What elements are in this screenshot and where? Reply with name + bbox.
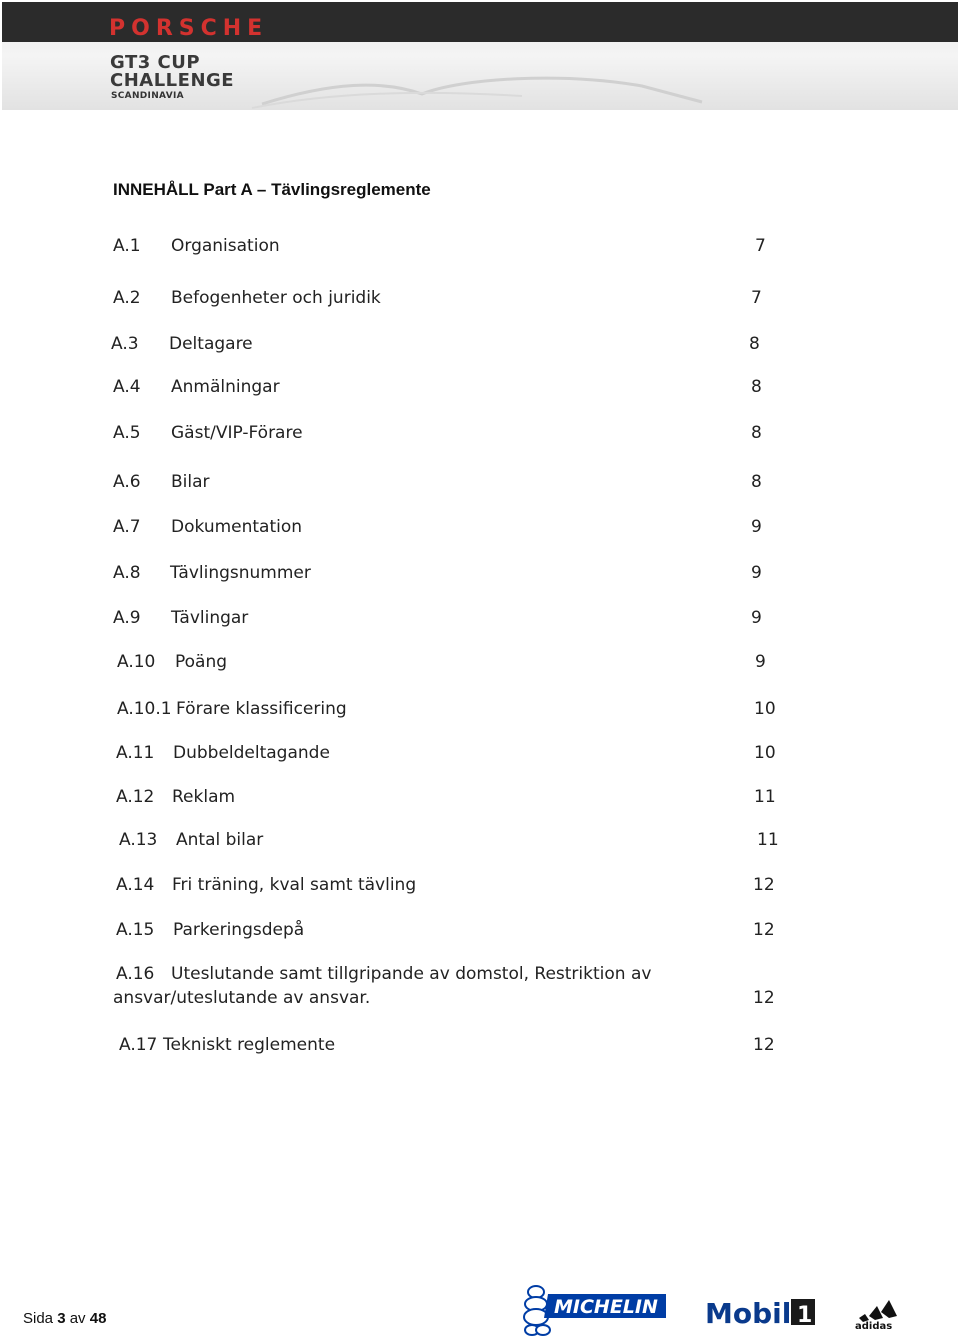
toc-entry-title: Organisation — [171, 236, 280, 256]
series-title-line2: CHALLENGE — [110, 70, 235, 91]
toc-entry-title: Poäng — [175, 652, 228, 672]
toc-entry-title: Fri träning, kval samt tävling — [172, 875, 417, 895]
toc-entry-number: A.2 — [113, 288, 141, 308]
toc-entry-title-continued: ansvar/uteslutande av ansvar. — [113, 988, 371, 1008]
toc-entry-number: A.1 — [113, 236, 141, 256]
toc-entry-page: 12 — [753, 988, 775, 1008]
toc-heading: INNEHÅLL Part A – Tävlingsreglemente — [113, 180, 431, 199]
toc-entry-number: A.5 — [113, 423, 141, 443]
toc-entry-title: Dubbeldeltagande — [173, 743, 330, 763]
adidas-wordmark: adidas — [855, 1321, 893, 1330]
toc-entry-number: A.8 — [113, 563, 141, 583]
page-current: 3 — [57, 1310, 66, 1327]
toc-entry-title: Befogenheter och juridik — [171, 288, 381, 308]
toc-entry-number: A.3 — [111, 334, 139, 354]
toc-entry-page: 8 — [751, 423, 762, 443]
toc-entry-title: Anmälningar — [171, 377, 280, 397]
toc-entry-page: 8 — [749, 334, 760, 354]
toc-entry-page: 10 — [754, 699, 776, 719]
series-title-line1: GT3 CUP — [110, 52, 201, 73]
toc-entry-page: 8 — [751, 377, 762, 397]
michelin-wordmark: MICHELIN — [554, 1296, 658, 1318]
toc-entry-page: 9 — [751, 517, 762, 537]
toc-entry-page: 8 — [751, 472, 762, 492]
toc-entry-title: Förare klassificering — [176, 699, 347, 719]
page-total: 48 — [89, 1310, 107, 1327]
mobil-one-mark: 1 — [797, 1303, 813, 1327]
mobil-wordmark: Mobil — [705, 1297, 792, 1327]
mobil1-logo — [705, 1297, 817, 1331]
toc-entry-title: Antal bilar — [176, 830, 264, 850]
toc-entry-page: 10 — [754, 743, 776, 763]
toc-entry-page: 12 — [753, 1035, 775, 1055]
toc-entry-title: Bilar — [171, 472, 210, 492]
toc-entry-number: A.6 — [113, 472, 141, 492]
toc-entry-number: A.11 — [116, 743, 155, 763]
toc-entry-page: 11 — [757, 830, 779, 850]
toc-entry-title: Reklam — [172, 787, 236, 807]
toc-entry-number: A.15 — [116, 920, 155, 940]
toc-entry-number: A.16 — [116, 964, 155, 984]
adidas-logo — [855, 1298, 903, 1334]
header-banner — [2, 2, 958, 110]
toc-entry-page: 7 — [755, 236, 766, 256]
toc-entry-title: Tävlingsnummer — [170, 563, 311, 583]
toc-entry-number: A.7 — [113, 517, 141, 537]
toc-entry-title: Dokumentation — [171, 517, 303, 537]
toc-entry-number: A.12 — [116, 787, 155, 807]
page-prefix: Sida — [23, 1310, 54, 1327]
porsche-logo: PORSCHE — [109, 16, 269, 41]
toc-entry-number: A.4 — [113, 377, 141, 397]
toc-entry-title: Tävlingar — [171, 608, 249, 628]
toc-entry-title: Tekniskt reglemente — [163, 1035, 336, 1055]
toc-entry-number: A.13 — [119, 830, 158, 850]
michelin-logo — [518, 1280, 668, 1340]
toc-entry-page: 9 — [755, 652, 766, 672]
toc-entry-page: 9 — [751, 608, 762, 628]
toc-entry-number: A.10 — [117, 652, 156, 672]
toc-entry-number: A.10.1 — [117, 699, 172, 719]
toc-entry-page: 7 — [751, 288, 762, 308]
toc-entry-number: A.9 — [113, 608, 141, 628]
toc-entry-title: Uteslutande samt tillgripande av domstol, Restriktion av — [171, 964, 652, 984]
series-subtitle: SCANDINAVIA — [111, 91, 184, 101]
toc-entry-page: 12 — [753, 875, 775, 895]
toc-entry-title: Deltagare — [169, 334, 253, 354]
toc-entry-number: A.14 — [116, 875, 155, 895]
page-number — [23, 1310, 106, 1327]
page-separator: av — [69, 1310, 86, 1327]
toc-entry-number: A.17 — [119, 1035, 158, 1055]
toc-entry-title: Parkeringsdepå — [173, 920, 305, 940]
toc-entry-page: 12 — [753, 920, 775, 940]
toc-entry-page: 11 — [754, 787, 776, 807]
toc-entry-page: 9 — [751, 563, 762, 583]
toc-entry-title: Gäst/VIP-Förare — [171, 423, 303, 443]
